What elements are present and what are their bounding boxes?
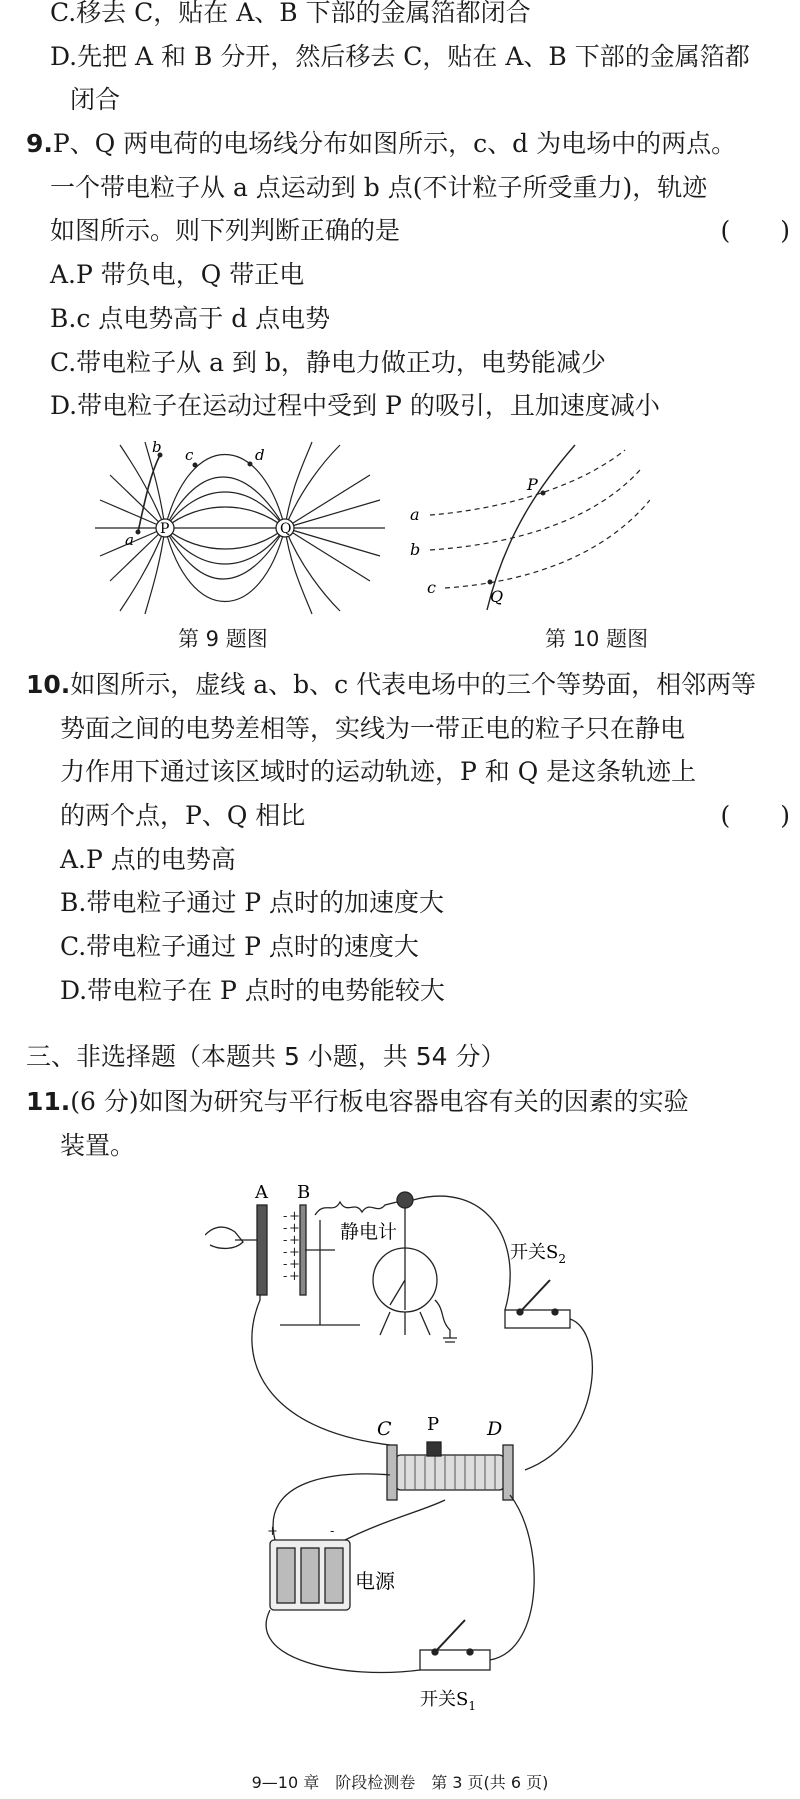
q11-label-A: A xyxy=(255,1182,268,1203)
q11-label-electrometer: 静电计 xyxy=(340,1221,398,1243)
svg-text:+: + xyxy=(289,1245,300,1260)
section-three-title: 三、非选择题（本题共 5 小题，共 54 分） xyxy=(26,1042,506,1071)
q9-option-b: B.c 点电势高于 d 点电势 xyxy=(50,304,331,333)
q10-option-d: D.带电粒子在 P 点时的电势能较大 xyxy=(60,976,445,1005)
svg-text:-: - xyxy=(283,1209,288,1224)
q11-label-B: B xyxy=(297,1182,311,1203)
q9-label-b: b xyxy=(152,440,162,456)
q9-label-Q: Q xyxy=(280,521,292,537)
q9-label-a: a xyxy=(125,531,134,549)
svg-text:-: - xyxy=(330,1524,335,1539)
q10-stem-line1 xyxy=(26,668,756,702)
q11-number: 11. xyxy=(26,1087,71,1116)
q10-figure-caption: 第 10 题图 xyxy=(545,627,649,651)
q10-stem-line4: 的两个点，P、Q 相比 xyxy=(60,801,306,830)
q9-figure-caption: 第 9 题图 xyxy=(178,627,268,651)
q9-label-c: c xyxy=(185,446,194,464)
q11-label-source: 电源 xyxy=(355,1569,395,1593)
q9-answer-paren: ( ) xyxy=(720,216,790,245)
q8-option-d-line1: D.先把 A 和 B 分开，然后移去 C，贴在 A、B 下部的金属箔都 xyxy=(50,42,750,71)
q11-apparatus-figure xyxy=(205,1180,675,1735)
q8-option-d-line2: 闭合 xyxy=(70,85,121,114)
q11-label-switch1: 开关$S_1$ xyxy=(420,1689,476,1713)
svg-text:+: + xyxy=(289,1209,300,1224)
q10-label-P: P xyxy=(527,475,538,494)
q10-label-b: b xyxy=(410,540,421,559)
svg-text:-: - xyxy=(283,1269,288,1284)
q10-option-c: C.带电粒子通过 P 点时的速度大 xyxy=(60,932,419,961)
q9-text1: P、Q 两电荷的电场线分布如图所示，c、d 为电场中的两点。 xyxy=(52,129,737,158)
q11-stem-line2: 装置。 xyxy=(60,1131,136,1160)
q9-number: 9. xyxy=(26,129,53,158)
svg-text:+: + xyxy=(289,1257,300,1272)
q10-label-Q: Q xyxy=(490,587,504,606)
q11-label-D: D xyxy=(487,1418,503,1440)
q9-field-lines-figure xyxy=(90,440,390,615)
q10-equipotential-figure xyxy=(405,440,650,615)
svg-text:-: - xyxy=(283,1233,288,1248)
svg-text:-: - xyxy=(283,1257,288,1272)
svg-text:+: + xyxy=(289,1269,300,1284)
q9-stem-line1 xyxy=(26,127,736,161)
svg-text:-: - xyxy=(283,1245,288,1260)
q10-number: 10. xyxy=(26,670,71,699)
q10-option-b: B.带电粒子通过 P 点时的加速度大 xyxy=(60,888,445,917)
q9-option-d: D.带电粒子在运动过程中受到 P 的吸引，且加速度减小 xyxy=(50,391,660,420)
q10-stem-line3: 力作用下通过该区域时的运动轨迹，P 和 Q 是这条轨迹上 xyxy=(60,757,697,786)
q11-label-switch2: 开关$S_2$ xyxy=(510,1242,566,1266)
q8-option-c: C.移去 C，贴在 A、B 下部的金属箔都闭合 xyxy=(50,0,531,27)
page-footer: 9—10 章 阶段检测卷 第 3 页(共 6 页) xyxy=(251,1773,549,1792)
q9-label-P: P xyxy=(160,521,170,537)
q10-label-c: c xyxy=(427,578,436,597)
svg-text:-: - xyxy=(283,1221,288,1236)
q10-option-a: A.P 点的电势高 xyxy=(60,845,236,874)
svg-text:+: + xyxy=(289,1221,300,1236)
q11-label-C: C xyxy=(377,1418,392,1440)
svg-text:+: + xyxy=(267,1524,278,1539)
q11-stem-line1 xyxy=(26,1085,689,1119)
q9-option-a: A.P 带负电，Q 带正电 xyxy=(50,260,305,289)
q9-option-c: C.带电粒子从 a 到 b，静电力做正功，电势能减少 xyxy=(50,348,606,377)
q9-stem-line3: 如图所示。则下列判断正确的是 xyxy=(50,216,401,245)
q9-stem-line2: 一个带电粒子从 a 点运动到 b 点(不计粒子所受重力)，轨迹 xyxy=(50,173,708,202)
q10-stem-line2: 势面之间的电势差相等，实线为一带正电的粒子只在静电 xyxy=(60,714,686,743)
svg-text:+: + xyxy=(289,1233,300,1248)
q11-text1: (6 分)如图为研究与平行板电容器电容有关的因素的实验 xyxy=(70,1087,689,1116)
q11-label-P: P xyxy=(427,1414,440,1435)
q9-label-d: d xyxy=(255,446,265,464)
q10-text1: 如图所示，虚线 a、b、c 代表电场中的三个等势面，相邻两等 xyxy=(70,670,757,699)
q10-answer-paren: ( ) xyxy=(720,801,790,830)
q10-label-a: a xyxy=(410,505,420,524)
